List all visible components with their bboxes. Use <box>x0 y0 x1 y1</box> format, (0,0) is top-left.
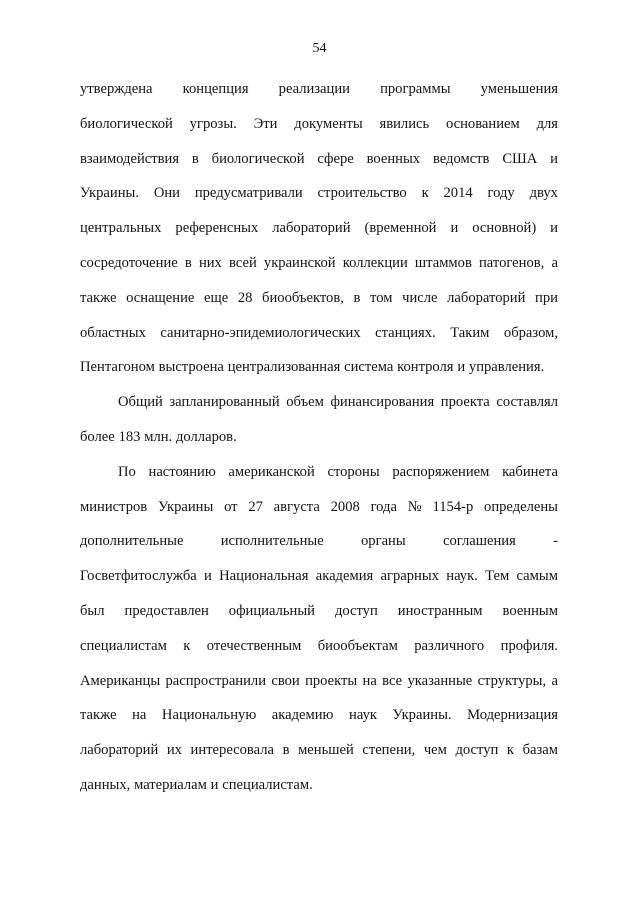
word: и <box>550 150 558 167</box>
word: Госветфитослужба <box>80 568 197 585</box>
word: указанные <box>407 672 473 689</box>
word: проекта <box>440 394 490 411</box>
word: и <box>457 359 466 376</box>
text-line <box>80 211 558 246</box>
word: Пентагоном <box>80 359 155 376</box>
word: на <box>132 707 147 724</box>
word: их <box>166 742 182 759</box>
word: уменьшения <box>480 81 558 97</box>
word: областных <box>80 324 146 341</box>
text-line <box>80 316 558 351</box>
word: том <box>370 289 393 306</box>
word: биологической <box>80 115 173 132</box>
word: иностранным <box>397 602 483 619</box>
word: штаммов <box>414 254 472 271</box>
text-line <box>80 350 558 385</box>
word: млн. <box>144 428 173 445</box>
word: также <box>80 707 117 724</box>
word: также <box>80 289 117 306</box>
text-line <box>80 664 558 699</box>
word: Украины. <box>392 707 452 724</box>
word: всей <box>229 254 257 271</box>
word: американской <box>228 463 315 480</box>
word: станциях. <box>375 324 436 341</box>
word: чем <box>423 742 447 759</box>
word: структуры, <box>477 672 547 689</box>
word: данных, <box>80 776 131 793</box>
word: образом, <box>503 324 558 341</box>
word: основной) <box>472 220 537 237</box>
word: Эти <box>253 115 278 132</box>
word: в <box>282 742 290 759</box>
word: распространили <box>165 672 267 689</box>
word: наук. <box>446 568 478 585</box>
text-line <box>80 142 558 177</box>
word: проекты <box>305 672 358 689</box>
word: Они <box>153 185 180 202</box>
word: к <box>183 637 191 654</box>
word: военным <box>502 602 558 619</box>
word: базам <box>522 742 558 759</box>
word: интересовала <box>190 742 274 759</box>
word: доступ <box>455 742 499 759</box>
word: предусматривали <box>194 185 303 202</box>
text-line <box>80 698 558 733</box>
word: Американцы <box>80 672 161 689</box>
word: биообъектам <box>317 637 398 654</box>
word: лабораторий <box>272 220 351 237</box>
word: долларов. <box>176 428 237 445</box>
text-line <box>80 385 558 420</box>
word: централизованная <box>227 359 341 376</box>
word: взаимодействия <box>80 150 180 167</box>
text-line <box>80 246 558 281</box>
word: строительство <box>317 185 407 202</box>
word: 1154-р <box>432 498 474 515</box>
word: и <box>210 776 219 793</box>
word: система <box>344 359 394 376</box>
text-line <box>80 559 558 594</box>
word: основанием <box>445 115 520 132</box>
text-line <box>80 490 558 525</box>
word: 183 <box>118 428 141 445</box>
word: Национальную <box>161 707 257 724</box>
word: и <box>450 220 459 237</box>
word: августа <box>273 498 320 515</box>
word: Таким <box>450 324 490 341</box>
text-line <box>80 733 558 768</box>
word: специалистам. <box>222 776 313 793</box>
word: утверждена <box>80 81 153 97</box>
word: определены <box>484 498 558 515</box>
word: 2014 <box>443 185 473 202</box>
word: аграрных <box>380 568 439 585</box>
word: доступ <box>334 602 378 619</box>
text-line <box>80 72 558 107</box>
word: лабораторий <box>80 742 159 759</box>
word: США <box>502 150 538 167</box>
word: самым <box>516 568 558 585</box>
word: (временной <box>364 220 437 237</box>
word: управления. <box>468 359 545 376</box>
word: к <box>421 185 429 202</box>
word: исполнительные <box>220 533 324 550</box>
word: двух <box>529 185 558 202</box>
word: на <box>362 672 377 689</box>
page-number: 54 <box>312 41 327 56</box>
word: Национальная <box>219 568 309 585</box>
word: объем <box>286 394 324 411</box>
text-line <box>80 768 558 803</box>
word: лабораторий <box>447 289 526 306</box>
word: Общий <box>118 394 163 411</box>
word: материалам <box>134 776 207 793</box>
word: официальный <box>228 602 315 619</box>
word: По <box>118 463 136 480</box>
word: органы <box>361 533 406 550</box>
word: 28 <box>237 289 253 306</box>
word: санитарно-эпидемиологических <box>160 324 361 341</box>
word: еще <box>204 289 229 306</box>
word: сосредоточение <box>80 254 178 271</box>
word: Модернизация <box>467 707 558 724</box>
word: степени, <box>362 742 416 759</box>
word: для <box>536 115 558 132</box>
word: документы <box>294 115 363 132</box>
word: № <box>407 498 422 515</box>
word: коллекции <box>342 254 408 271</box>
word: при <box>535 289 558 306</box>
word: сфере <box>317 150 354 167</box>
word: Украины <box>157 498 214 515</box>
word: различного <box>414 637 485 654</box>
word: - <box>553 533 558 550</box>
word: стороны <box>327 463 380 480</box>
word: кабинета <box>502 463 558 480</box>
text-line <box>80 281 558 316</box>
word: отечественным <box>206 637 302 654</box>
word: был <box>80 602 105 619</box>
body-text <box>80 72 558 803</box>
word: специалистам <box>80 637 167 654</box>
word: а <box>551 254 558 271</box>
word: запланированный <box>169 394 280 411</box>
word: угрозы. <box>189 115 237 132</box>
word: выстроена <box>158 359 224 376</box>
word: в <box>353 289 361 306</box>
text-line <box>80 629 558 664</box>
word: году <box>487 185 515 202</box>
word: патогенов, <box>479 254 545 271</box>
word: явились <box>379 115 430 132</box>
word: от <box>224 498 238 515</box>
word: в <box>184 254 192 271</box>
word: а <box>551 672 558 689</box>
word: оснащение <box>126 289 195 306</box>
word: академию <box>271 707 334 724</box>
word: 2008 <box>330 498 360 515</box>
word: биообъектов, <box>262 289 344 306</box>
word: концепция <box>182 81 249 97</box>
word: центральных <box>80 220 162 237</box>
word: украинской <box>263 254 336 271</box>
word: контроля <box>397 359 454 376</box>
word: составлял <box>496 394 558 411</box>
word: года <box>370 498 397 515</box>
word: числе <box>402 289 438 306</box>
word: предоставлен <box>124 602 209 619</box>
text-line <box>80 594 558 629</box>
word: все <box>382 672 403 689</box>
word: профиля. <box>500 637 558 654</box>
word: программы <box>380 81 451 97</box>
word: реализации <box>278 81 350 97</box>
word: к <box>506 742 514 759</box>
word: распоряжением <box>392 463 490 480</box>
word: финансирования <box>330 394 435 411</box>
text-line <box>80 176 558 211</box>
text-line <box>80 420 558 455</box>
word: соглашения <box>442 533 516 550</box>
word: референсных <box>175 220 259 237</box>
word: и <box>550 220 558 237</box>
word: Тем <box>485 568 510 585</box>
text-line <box>80 455 558 490</box>
word: министров <box>80 498 148 515</box>
word: в <box>191 150 199 167</box>
word: академия <box>315 568 374 585</box>
word: более <box>80 428 115 445</box>
word: дополнительные <box>80 533 184 550</box>
text-line <box>80 107 558 142</box>
word: военных <box>366 150 421 167</box>
word: свои <box>271 672 300 689</box>
word: них <box>198 254 222 271</box>
word: и <box>204 568 212 585</box>
word: 27 <box>248 498 263 515</box>
word: настоянию <box>148 463 216 480</box>
text-line <box>80 524 558 559</box>
word: биологической <box>211 150 305 167</box>
word: меньшей <box>298 742 354 759</box>
word: наук <box>349 707 377 724</box>
word: Украины. <box>80 185 139 202</box>
word: ведомств <box>432 150 490 167</box>
